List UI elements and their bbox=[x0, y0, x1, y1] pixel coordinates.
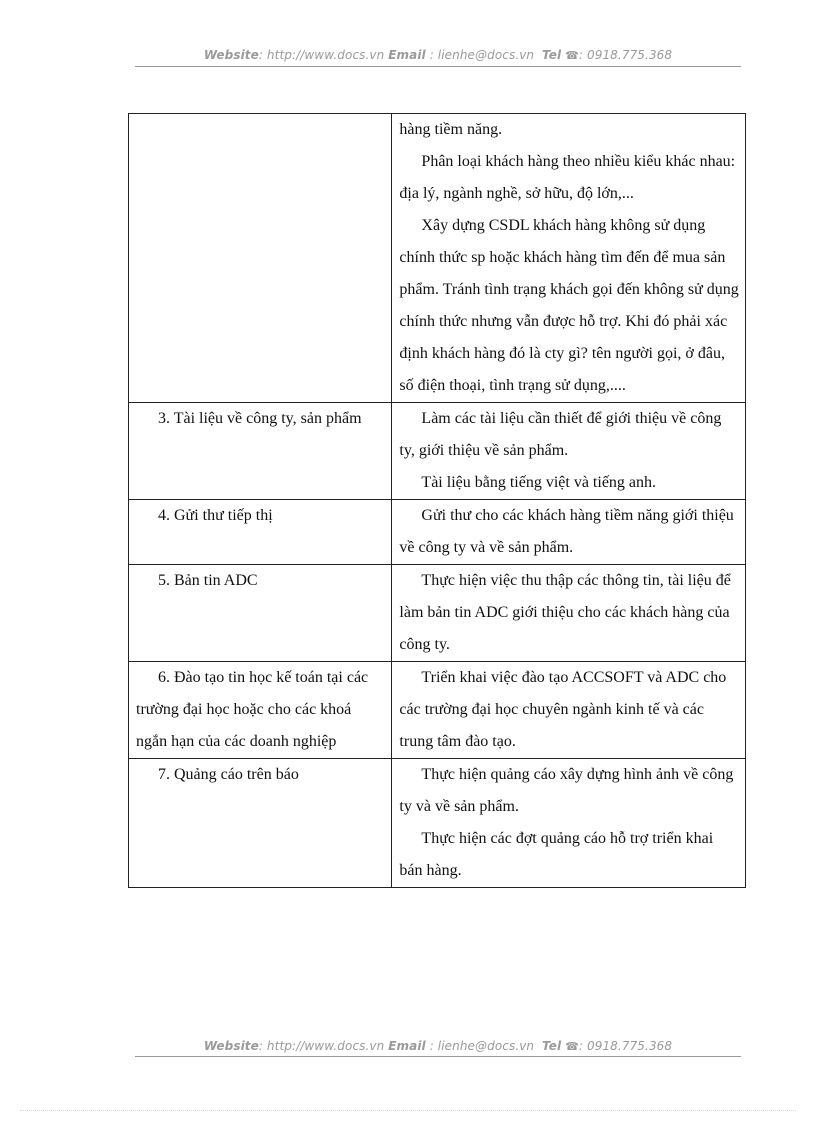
table-row bbox=[129, 565, 746, 662]
table-row bbox=[129, 662, 746, 759]
description-paragraph: Triển khai việc đào tạo ACCSOFT và ADC cho các trường đại học chuyên ngành kinh tế và các trung tâm đào tạo. bbox=[399, 669, 727, 750]
description-paragraph: Thực hiện các đợt quảng cáo hỗ trợ triển khai bán hàng. bbox=[399, 830, 714, 879]
page-footer bbox=[135, 1039, 741, 1053]
row-description bbox=[392, 565, 746, 662]
row-title bbox=[129, 759, 392, 888]
row-title bbox=[129, 662, 392, 759]
footer-tel-value: : 0918.775.368 bbox=[578, 1039, 673, 1053]
telephone-icon: ☎ bbox=[565, 49, 579, 62]
header-email-label: Email bbox=[388, 48, 426, 62]
table-row bbox=[129, 114, 746, 403]
footer-email-label: Email bbox=[388, 1039, 426, 1053]
table-row bbox=[129, 759, 746, 888]
page-header bbox=[135, 48, 741, 62]
row-title bbox=[129, 403, 392, 500]
description-paragraph: Xây dựng CSDL khách hàng không sử dụng chính thức sp hoặc khách hàng tìm đến để mua sản phẩm. Tránh tình trạng khách gọi đến không sử dụng chính thức nhưng vẫn được hỗ trợ. Khi đó phải xác định khách hàng đó là cty gì? tên người gọi, ở đâu, số điện thoại, tình trạng sử dụng,.... bbox=[399, 217, 739, 394]
row-title-text: 7. Quảng cáo trên báo bbox=[158, 766, 299, 783]
row-description bbox=[392, 114, 746, 403]
footer-website-label: Website bbox=[203, 1039, 259, 1053]
row-title-text: 3. Tài liệu về công ty, sản phẩm bbox=[158, 410, 362, 427]
description-paragraph: hàng tiềm năng. bbox=[399, 121, 503, 138]
row-title bbox=[129, 500, 392, 565]
description-paragraph: Thực hiện việc thu thập các thông tin, tài liệu để làm bản tin ADC giới thiệu cho các khách hàng của công ty. bbox=[399, 572, 731, 653]
header-rule bbox=[135, 66, 741, 67]
description-paragraph: Phân loại khách hàng theo nhiều kiểu khác nhau: địa lý, ngành nghề, sở hữu, độ lớn,... bbox=[399, 153, 736, 202]
footer-email-value: : lienhe@docs.vn bbox=[429, 1039, 535, 1053]
header-website-value: : http://www.docs.vn bbox=[258, 48, 385, 62]
page-edge-divider bbox=[20, 1110, 796, 1111]
row-title bbox=[129, 114, 392, 403]
row-title-text: 5. Bản tin ADC bbox=[158, 572, 258, 589]
row-description bbox=[392, 759, 746, 888]
description-paragraph: Tài liệu bằng tiếng việt và tiếng anh. bbox=[421, 474, 657, 491]
footer-tel-label: Tel bbox=[541, 1039, 562, 1053]
row-title bbox=[129, 565, 392, 662]
row-title-text: 4. Gửi thư tiếp thị bbox=[158, 507, 273, 524]
table-row bbox=[129, 500, 746, 565]
table-row bbox=[129, 403, 746, 500]
row-title-text: 6. Đào tạo tin học kế toán tại các trường đại học hoặc cho các khoá ngắn hạn của các doanh nghiệp bbox=[136, 669, 369, 750]
footer-rule bbox=[135, 1056, 741, 1057]
content-table bbox=[128, 113, 746, 888]
description-paragraph: Gửi thư cho các khách hàng tiềm năng giới thiệu về công ty và về sản phẩm. bbox=[399, 507, 734, 556]
header-email-value: : lienhe@docs.vn bbox=[429, 48, 535, 62]
header-tel-value: : 0918.775.368 bbox=[578, 48, 673, 62]
header-website-label: Website bbox=[203, 48, 259, 62]
header-tel-label: Tel bbox=[541, 48, 562, 62]
row-description bbox=[392, 403, 746, 500]
description-paragraph: Thực hiện quảng cáo xây dựng hình ảnh về công ty và về sản phẩm. bbox=[399, 766, 734, 815]
footer-website-value: : http://www.docs.vn bbox=[258, 1039, 385, 1053]
row-description bbox=[392, 500, 746, 565]
description-paragraph: Làm các tài liệu cần thiết để giới thiệu về công ty, giới thiệu về sản phẩm. bbox=[399, 410, 722, 459]
telephone-icon: ☎ bbox=[565, 1040, 579, 1053]
row-description bbox=[392, 662, 746, 759]
